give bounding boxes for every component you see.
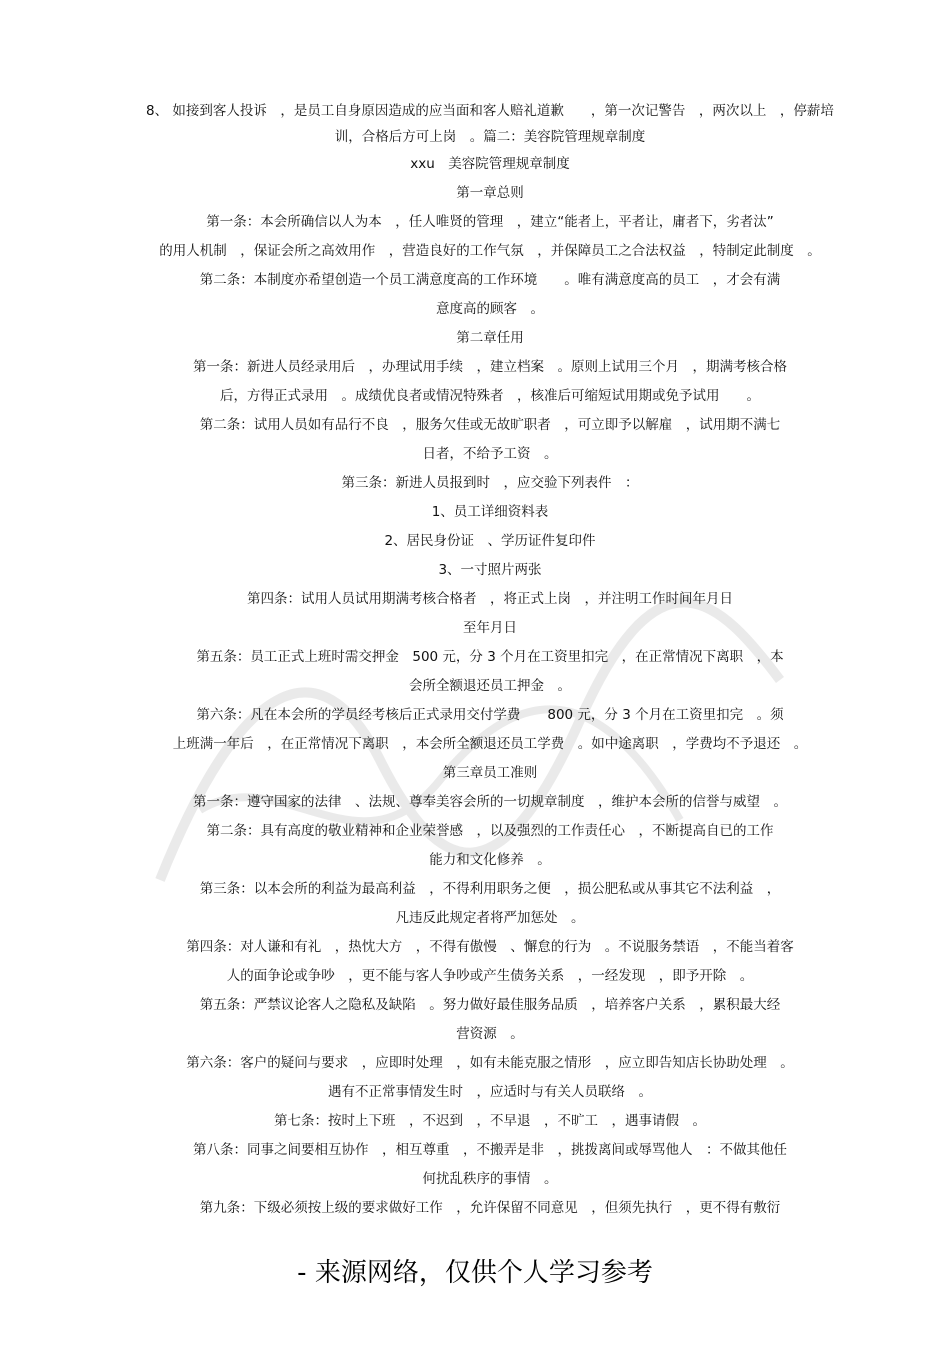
text-line: xxu 美容院管理规章制度 — [410, 156, 570, 172]
text-line: 能力和文化修养 。 — [429, 852, 551, 868]
text-line: 后，方得正式录用 。成绩优良者或情况特殊者 ，核准后可缩短试用期或免予试用 。 — [220, 388, 760, 404]
text-line: 第二条：试用人员如有品行不良 ，服务欠佳或无故旷职者 ，可立即予以解雇 ，试用期不满七 — [199, 417, 781, 433]
text-line: 第三条：以本会所的利益为最高利益 ，不得利用职务之便 ，损公肥私或从事其它不法利益 ， — [199, 881, 781, 897]
text-line: 意度高的顾客 。 — [436, 301, 544, 317]
text-line: 第一章总则 — [456, 185, 524, 201]
text-line: 第八条：同事之间要相互协作 ，相互尊重 ，不搬弄是非 ，挑拨离间或辱骂他人 ：不做其他任 — [193, 1142, 787, 1158]
text-line: 第一条：遵守国家的法律 、法规、尊奉美容会所的一切规章制度 ，维护本会所的信誉与威望 。 — [193, 794, 787, 810]
text-line: 第一条：新进人员经录用后 ，办理试用手续 ，建立档案 。原则上试用三个月 ，期满考核合格 — [193, 359, 787, 375]
text-line: 至年月日 — [463, 620, 517, 636]
text-line: 第一条：本会所确信以人为本 ，任人唯贤的管理 ，建立“能者上，平者让，庸者下，劣者汰” — [206, 214, 774, 230]
text-line: 的用人机制 ，保证会所之高效用作 ，营造良好的工作气氛 ，并保障员工之合法权益 ，特制定此制度 。 — [159, 243, 821, 259]
text-line: 第六条：凡在本会所的学员经考核后正式录用交付学费 800 元，分 3 个月在工资里扣完 。须 — [196, 707, 784, 723]
text-line: 遇有不正常事情发生时 ，应适时与有关人员联络 。 — [328, 1084, 652, 1100]
text-line: 第二条：具有高度的敬业精神和企业荣誉感 ，以及强烈的工作责任心 ，不断提高自已的工作 — [206, 823, 774, 839]
source-footer: - 来源网络，仅供个人学习参考 — [297, 1258, 653, 1288]
text-line: 第四条：试用人员试用期满考核合格者 ，将正式上岗 ，并注明工作时间年月日 — [247, 591, 733, 607]
text-line: 第二条：本制度亦希望创造一个员工满意度高的工作环境 。唯有满意度高的员工 ，才会有满 — [199, 272, 781, 288]
text-line: 3、一寸照片两张 — [438, 562, 542, 578]
text-line: 第九条：下级必须按上级的要求做好工作 ，允许保留不同意见 ，但须先执行 ，更不得有敷衍 — [199, 1200, 781, 1216]
text-line: 第三条：新进人员报到时 ，应交验下列表件 ： — [341, 475, 639, 491]
document-body — [95, 98, 885, 1223]
text-line: 2、居民身份证 、学历证件复印件 — [384, 533, 596, 549]
text-line: 第五条：严禁议论客人之隐私及缺陷 。努力做好最佳服务品质 ，培养客户关系 ，累积最大经 — [199, 997, 781, 1013]
text-line: 日者，不给予工资 。 — [422, 446, 558, 462]
text-line: 1、员工详细资料表 — [431, 504, 549, 520]
text-line: 第七条：按时上下班 ，不迟到 ，不早退 ，不旷工 ，遇事请假 。 — [274, 1113, 706, 1129]
text-line: 营资源 。 — [456, 1026, 524, 1042]
text-line: 8、 如接到客人投诉 ，是员工自身原因造成的应当面和客人赔礼道歉 ，第一次记警告 ，两次以上 ，停薪培 — [146, 103, 834, 119]
text-line: 人的面争论或争吵 ，更不能与客人争吵或产生债务关系 ，一经发现 ，即予开除 。 — [226, 968, 754, 984]
text-line: 第二章任用 — [456, 330, 524, 346]
text-line: 会所全额退还员工押金 。 — [409, 678, 571, 694]
text-line: 第六条：客户的疑问与要求 ，应即时处理 ，如有未能克服之情形 ，应立即告知店长协助处理 。 — [186, 1055, 794, 1071]
text-line: 何扰乱秩序的事情 。 — [422, 1171, 558, 1187]
text-line: 上班满一年后 ，在正常情况下离职 ，本会所全额退还员工学费 。如中途离职 ，学费均不予退还 。 — [172, 736, 808, 752]
text-line: 凡违反此规定者将严加惩处 。 — [395, 910, 585, 926]
text-line: 第五条：员工正式上班时需交押金 500 元，分 3 个月在工资里扣完 ，在正常情况下离职 ，本 — [196, 649, 784, 665]
text-line: 训，合格后方可上岗 。篇二：美容院管理规章制度 — [334, 129, 646, 145]
text-line: 第三章员工准则 — [442, 765, 538, 781]
text-line: 第四条：对人谦和有礼 ，热忱大方 ，不得有傲慢 、懈怠的行为 。不说服务禁语 ，不能当着客 — [186, 939, 794, 955]
